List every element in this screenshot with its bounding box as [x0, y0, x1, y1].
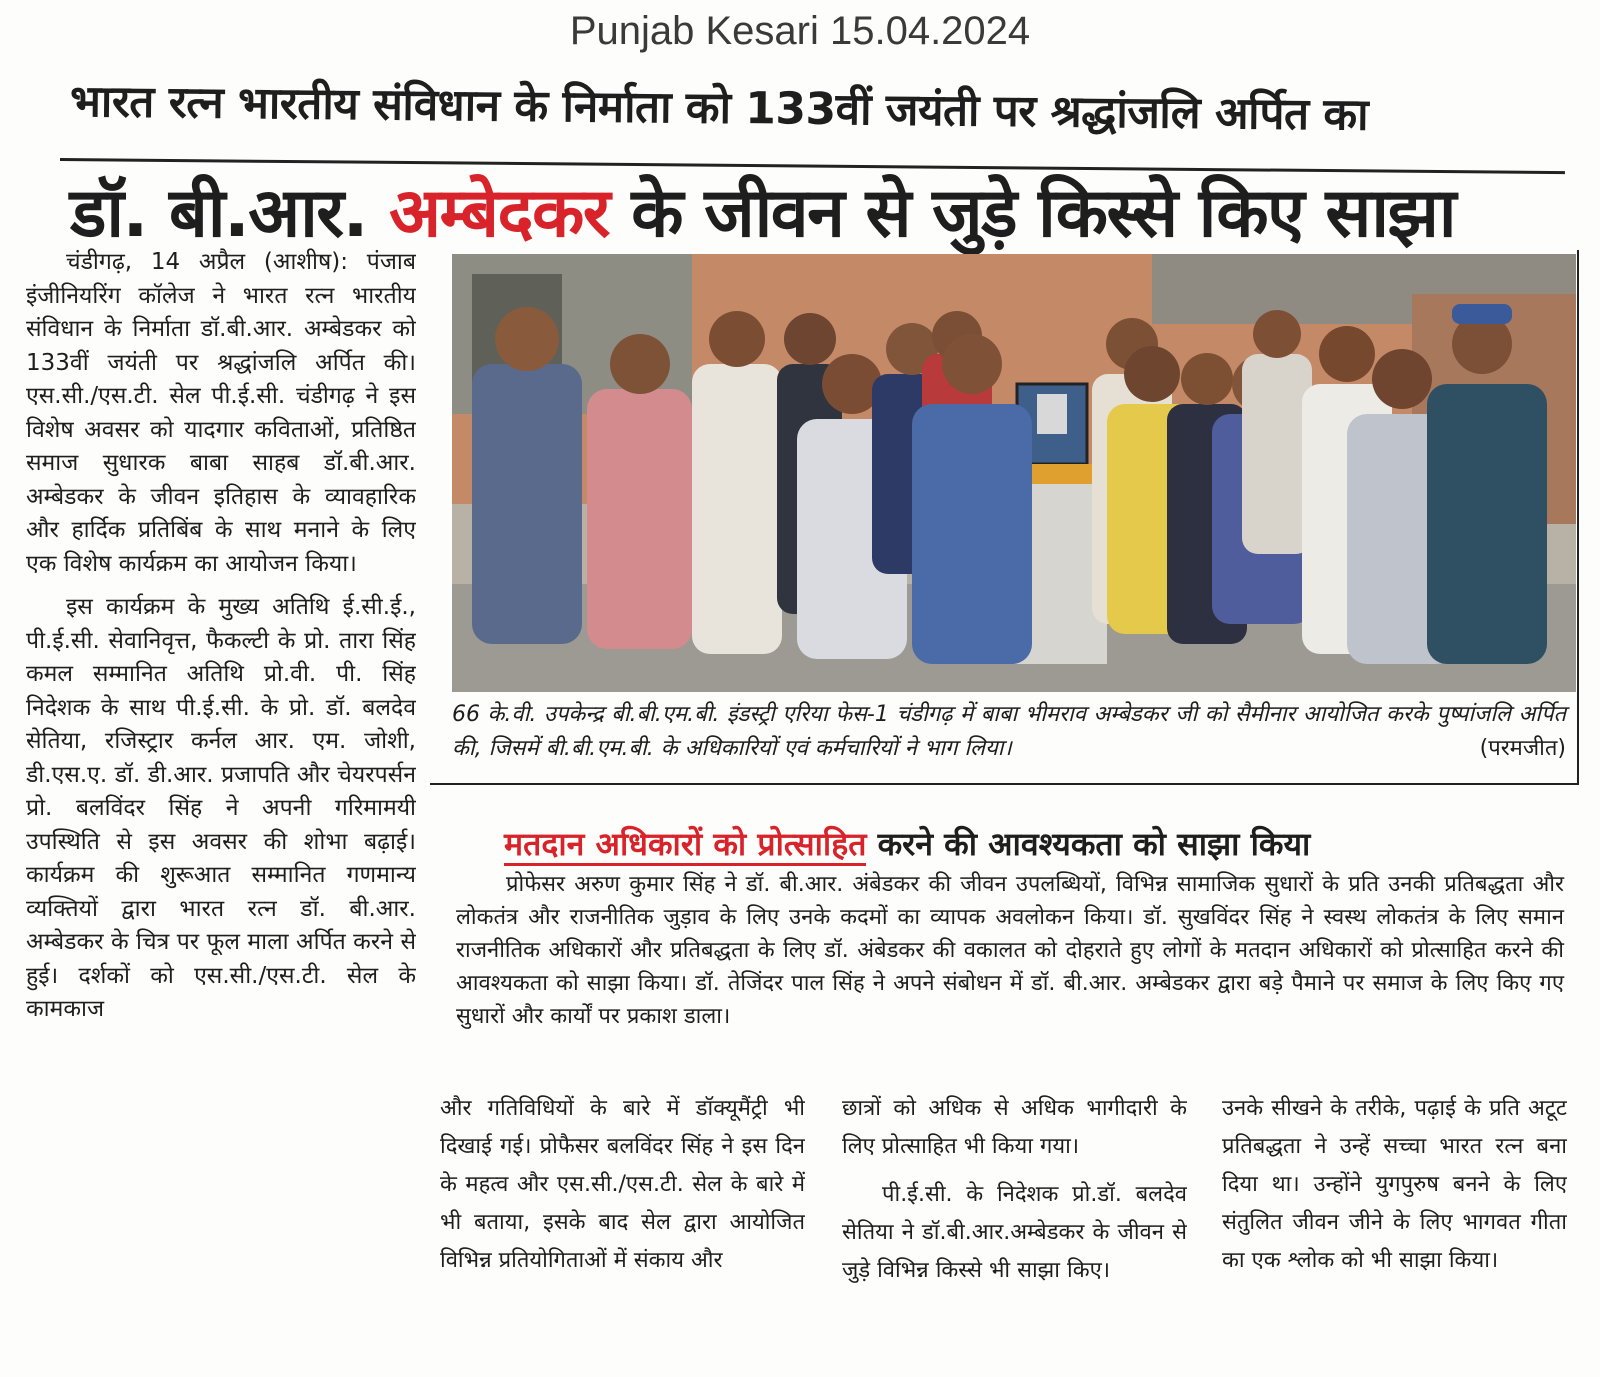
group-photo-illustration [452, 254, 1576, 692]
kicker-headline: भारत रत्न भारतीय संविधान के निर्माता को 133वीं जयंती पर श्रद्धांजलि अर्पित का [69, 76, 1369, 141]
photo-block [430, 250, 1579, 785]
bottom-column-2 [842, 1090, 1187, 1330]
headline-part2: के जीवन से जुड़े किस्से किए साझा [609, 174, 1455, 253]
left-para-1: चंडीगढ़, 14 अप्रैल (आशीष): पंजाब इंजीनियरिंग कॉलेज ने भारत रत्न भारतीय संविधान के निर्माता डॉ.बी.आर. अम्बेडकर को 133वीं जयंती पर श्रद्धांजलि अर्पित की। एस.सी./एस.टी. सेल पी.ई.सी. चंडीगढ़ ने इस विशेष अवसर को यादगार कविताओं, प्रतिष्ठित समाज सुधारक बाबा साहब डॉ.बी.आर. अम्बेडकर के जीवन इतिहास के व्यावहारिक और हार्दिक प्रतिबिंब के साथ मनाने के लिए एक विशेष कार्यक्रम का आयोजन किया। [26, 249, 416, 577]
photo-caption [452, 698, 1566, 766]
bottom-column-1 [440, 1090, 805, 1330]
photo-credit: (परमजीत) [1479, 736, 1566, 761]
lead-text: प्रोफेसर अरुण कुमार सिंह ने डॉ. बी.आर. अंबेडकर की जीवन उपलब्धियों, विभिन्न सामाजिक सुधारों के प्रति उनकी प्रतिबद्धता और लोकतंत्र और राजनीतिक जुड़ाव के लिए उनके कदमों का व्यापक अवलोकन किया। डॉ. सुखविंदर सिंह ने स्वस्थ लोकतंत्र के लिए समान राजनीतिक अधिकारों और प्रतिबद्धता के लिए डॉ. अंबेडकर की वकालत को दोहराते हुए लोगों के मतदान अधिकारों को प्रोत्साहित करने की आवश्यकता को साझा किया। डॉ. तेजिंदर पाल सिंह ने अपने संबोधन में डॉ. बी.आर. अम्बेडकर द्वारा बड़े पैमाने पर समाज के लिए किए गए सुधारों और कार्यों पर प्रकाश डाला। [456, 872, 1564, 1029]
subhead-rest: करने की आवश्यकता को साझा किया [866, 825, 1311, 863]
photo-caption-text: 66 के.वी. उपकेन्द्र बी.बी.एम.बी. इंडस्ट्री एरिया फेस-1 चंडीगढ़ में बाबा भीमराव अम्बेडकर जी को सैमीनार आयोजित करके पुष्पांजलि अर्पित की, जिसमें बी.बी.एम.बी. के अधिकारियों एवं कर्मचारियों ने भाग लिया। [452, 702, 1566, 761]
lead-paragraph [456, 868, 1564, 1068]
subhead-accent: मतदान अधिकारों को प्रोत्साहित [504, 825, 866, 866]
bottom-column-3 [1222, 1090, 1567, 1330]
headline-part1: डॉ. बी.आर. [70, 174, 390, 253]
subheadline [504, 818, 1564, 870]
bottom-col3-text: उनके सीखने के तरीके, पढ़ाई के प्रति अटूट प्रतिबद्धता ने उन्हें सच्चा भारत रत्न बना दिया था। उन्होंने युगपुरुष बनने के लिए संतुलित जीवन जीने के लिए भागवत गीता का एक श्लोक को भी साझा किया। [1222, 1096, 1567, 1273]
bottom-col2-para2: पी.ई.सी. के निदेशक प्रो.डॉ. बलदेव सेतिया ने डॉ.बी.आर.अम्बेडकर के जीवन से जुड़े विभिन्न किस्से भी साझा किए। [842, 1182, 1187, 1283]
bottom-col2-para1: छात्रों को अधिक से अधिक भागीदारी के लिए प्रोत्साहित भी किया गया। [842, 1096, 1187, 1159]
bottom-col1-text: और गतिविधियों के बारे में डॉक्यूमैंट्री भी दिखाई गई। प्रोफैसर बलविंदर सिंह ने इस दिन के महत्व और एस.सी./एस.टी. सेल के बारे में भी बताया, इसके बाद सेल द्वारा आयोजित विभिन्न प्रतियोगिताओं में संकाय और [440, 1096, 805, 1273]
left-para-2: इस कार्यक्रम के मुख्य अतिथि ई.सी.ई., पी.ई.सी. सेवानिवृत्त, फैकल्टी के प्रो. तारा सिंह कमल सम्मानित अतिथि प्रो.वी. पी. सिंह निदेशक के साथ पी.ई.सी. के प्रो. डॉ. बलदेव सेतिया, रजिस्ट्रार कर्नल आर. एम. जोशी, डी.एस.ए. डॉ. डी.आर. प्रजापति और चेयरपर्सन प्रो. बलविंदर सिंह ने अपनी गरिमामयी उपस्थिति से इस अवसर की शोभा बढ़ाई। कार्यक्रम की शुरूआत सम्मानित गणमान्य व्यक्तियों द्वारा भारत रत्न डॉ. बी.आर. अम्बेडकर के चित्र पर फूल माला अर्पित करने से हुई। दर्शकों को एस.सी./एस.टी. सेल के कामकाज [26, 594, 416, 1022]
left-column [26, 246, 416, 1370]
headline-accent: अम्बेदकर [389, 174, 610, 253]
masthead: Punjab Kesari 15.04.2024 [569, 9, 1031, 53]
group-photo [452, 254, 1576, 692]
